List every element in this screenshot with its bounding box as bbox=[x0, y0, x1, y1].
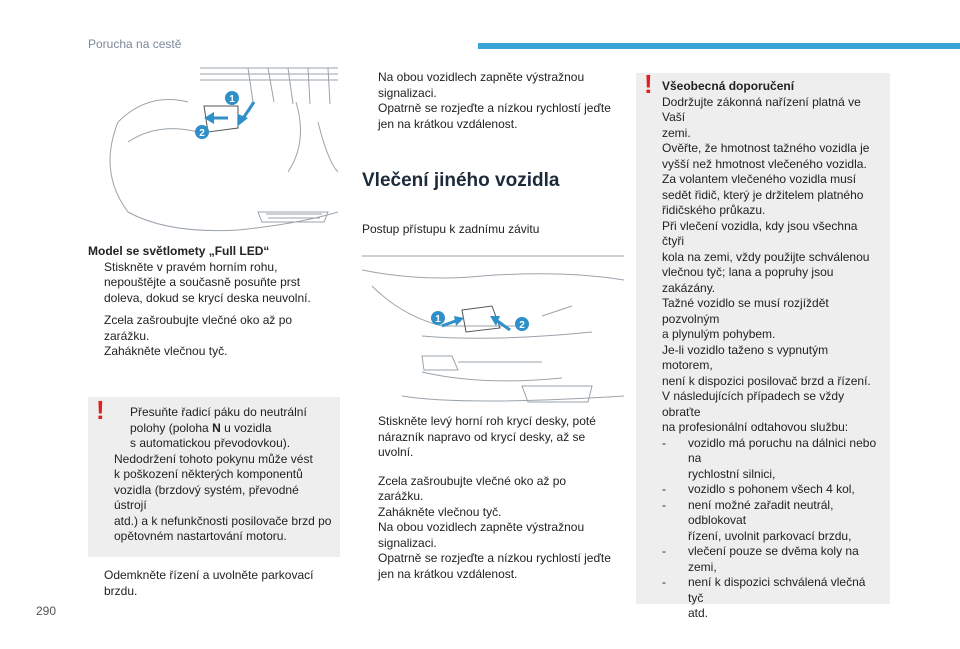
drive-slowly-step: Opatrně se rozjeďte a nízkou rychlostí jeďte jen na krátkou vzdálenost. bbox=[378, 101, 611, 131]
unlock-steering-step: Odemkněte řízení a uvolněte parkovací brzdu. bbox=[104, 568, 314, 598]
list-item: - není k dispozici schválená vlečná tyč atd. bbox=[662, 575, 866, 620]
front-bumper-illustration bbox=[88, 62, 338, 238]
recommendations-text: Dodržujte zákonná nařízení platná ve Vaší zemi. Ověřte, že hmotnost tažného vozidla je vyšší než hmotnost vlečeného vozidla. Za volantem vlečeného vozidla musí sedět řidič, který je držitelem platného řidičského průkazu. Při vlečení vozidla, kdy jsou všechna čtyři kola na zemi, vždy použijte schválenou vlečnou tyč; lana a popruhy jsou zakázány. Tažné vozidlo se musí rozjíždět pozvolným a plynulým pohybem. Je-li vozidlo taženo s vypnutým motorem, není k dispozici posilovač brzd a řízení. V následujících případech se vždy obraťte na profesionální odtahovou službu: bbox=[662, 94, 871, 434]
rear-bumper-drawing bbox=[362, 246, 624, 408]
hazard-step: Na obou vozidlech zapněte výstražnou signalizaci. bbox=[378, 70, 585, 100]
full-led-step-2: Zcela zašroubujte vlečné oko až po zarážku. bbox=[104, 313, 293, 343]
full-led-caption: Model se světlomety „Full LED“ bbox=[88, 244, 270, 258]
rear-step-4: Na obou vozidlech zapněte výstražnou signalizaci. bbox=[378, 520, 585, 550]
rear-bumper-illustration bbox=[362, 246, 624, 408]
badge-two: 2 bbox=[519, 320, 525, 331]
page-number: 290 bbox=[36, 604, 57, 618]
rear-step-2: Zcela zašroubujte vlečné oko až po zarážku. bbox=[378, 473, 567, 503]
section-subtitle: Postup přístupu k zadnímu závitu bbox=[362, 222, 540, 236]
list-item: - vlečení pouze se dvěma koly na zemi, bbox=[662, 544, 859, 574]
neutral-gear-warning: ! Přesuňte řadicí páku do neutrální polohy (poloha N u vozidla s automatickou převodovkou). Nedodržení tohoto pokynu může vést k poškození některých komponentů vozidla (brzdový systém, převodné ústrojí atd.) a k nefunkčnosti posilovače brzd po opětovném nastartování motoru. bbox=[88, 397, 340, 557]
rear-step-3: Zahákněte vlečnou tyč. bbox=[378, 504, 502, 519]
badge-one: 1 bbox=[435, 314, 441, 325]
list-item: - není možné zařadit neutrál, odblokovat řízení, uvolnit parkovací brzdu, bbox=[662, 497, 852, 543]
running-header: Porucha na cestě bbox=[88, 37, 182, 51]
rear-step-1: Stiskněte levý horní roh krycí desky, poté nárazník napravo od krycí desky, až se uvolní. bbox=[378, 414, 596, 459]
full-led-instructions bbox=[88, 244, 338, 360]
recommendations-title: Všeobecná doporučení bbox=[662, 79, 795, 93]
full-led-step-1: Stiskněte v pravém horním rohu, nepouštějte a současně posuňte prst doleva, dokud se krycí deska neuvolní. bbox=[104, 259, 311, 305]
list-item: - vozidlo s pohonem všech 4 kol, bbox=[662, 482, 855, 496]
rear-towing-steps bbox=[362, 414, 624, 582]
neutral-gear-step: Přesuňte řadicí páku do neutrální polohy (poloha N u vozidla s automatickou převodovkou). bbox=[130, 405, 307, 450]
badge-two: 2 bbox=[199, 128, 205, 139]
header-accent-bar bbox=[478, 43, 960, 49]
warning-icon: ! bbox=[96, 395, 105, 425]
section-title: Vlečení jiného vozidla bbox=[362, 170, 560, 191]
front-bumper-drawing bbox=[88, 62, 338, 238]
hazard-lights-steps bbox=[362, 70, 624, 132]
full-led-step-3: Zahákněte vlečnou tyč. bbox=[104, 344, 228, 358]
warning-icon: ! bbox=[644, 69, 653, 99]
rear-step-5: Opatrně se rozjeďte a nízkou rychlostí jeďte jen na krátkou vzdálenost. bbox=[378, 551, 611, 581]
list-item: - vozidlo má poruchu na dálnici nebo na rychlostní silnici, bbox=[662, 435, 877, 481]
general-recommendations-box bbox=[636, 69, 890, 620]
badge-one: 1 bbox=[229, 94, 235, 105]
recommendations-list bbox=[662, 436, 882, 622]
